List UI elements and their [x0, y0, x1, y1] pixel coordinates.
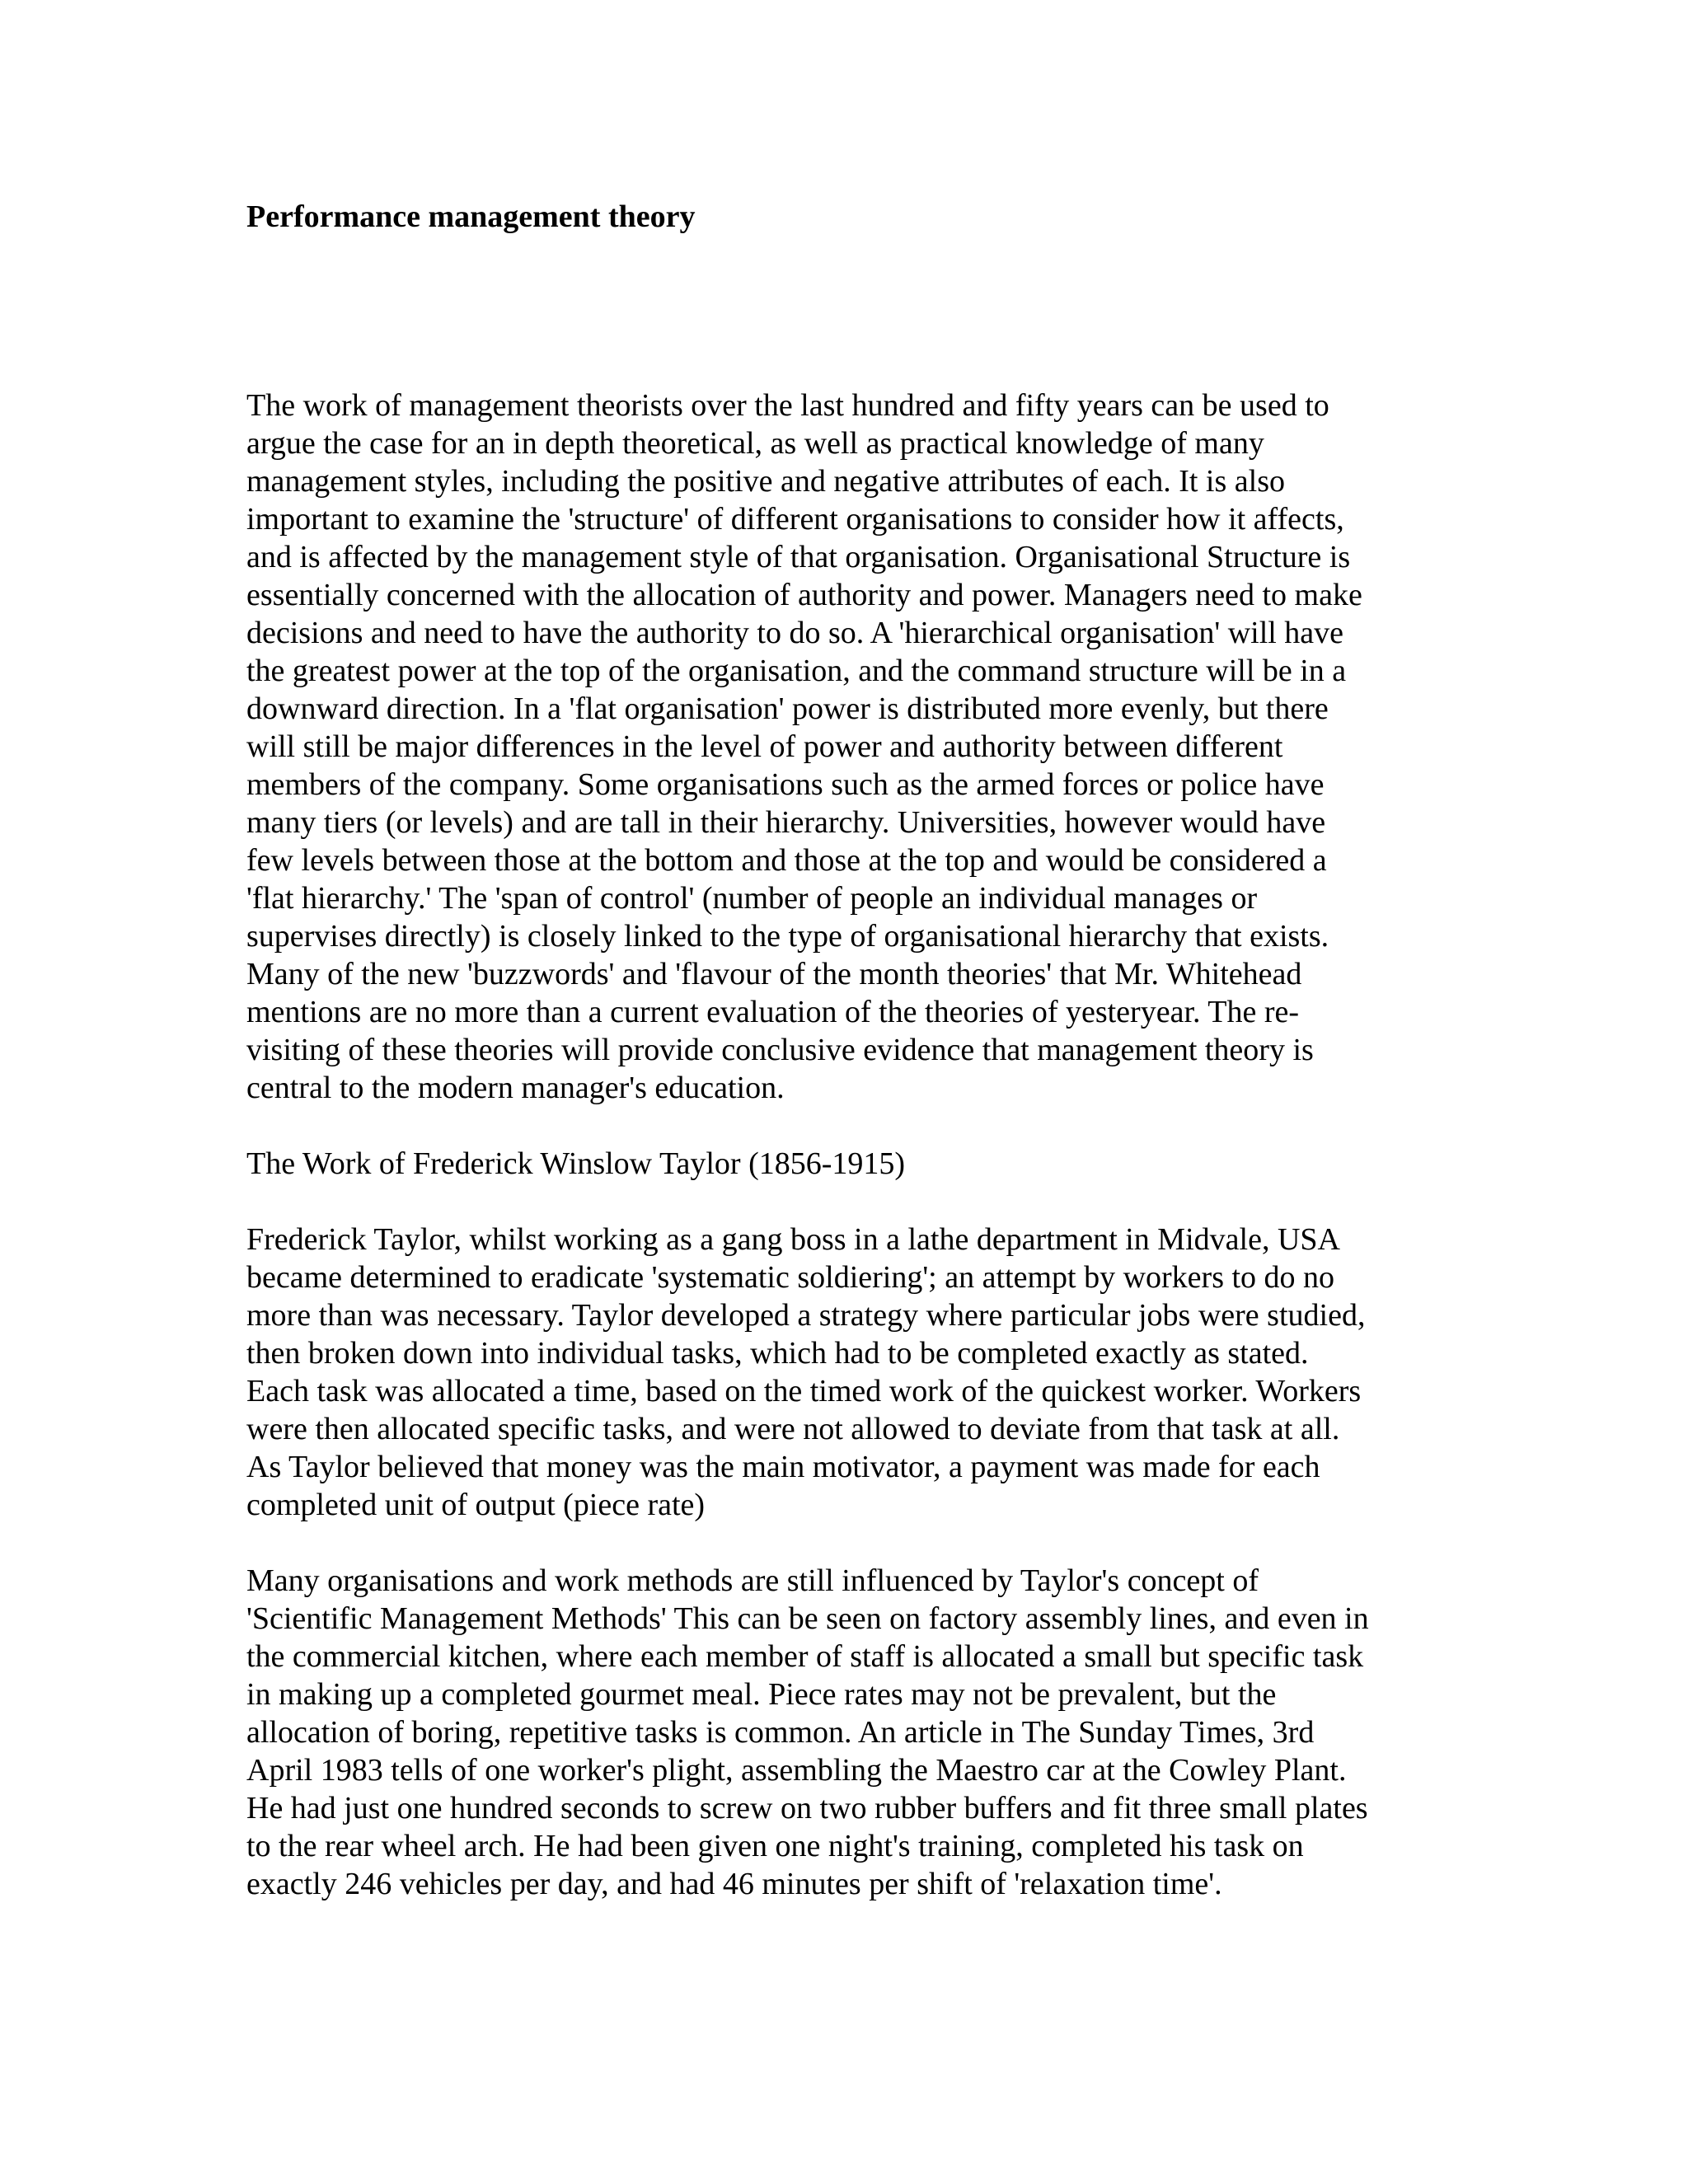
- section-heading-taylor: [246, 1145, 905, 1183]
- text-line: As Taylor believed that money was the main motivator, a payment was made for each: [246, 1450, 1320, 1484]
- text-line: 'Scientific Management Methods' This can be seen on factory assembly lines, and even in: [246, 1601, 1369, 1636]
- text-line: and is affected by the management style of that organisation. Organisational Structure is: [246, 540, 1351, 574]
- text-line: downward direction. In a 'flat organisation' power is distributed more evenly, but there: [246, 691, 1329, 726]
- text-line: few levels between those at the bottom and those at the top and would be considered a: [246, 843, 1327, 878]
- text-line: central to the modern manager's education.: [246, 1071, 785, 1105]
- text-line: will still be major differences in the level of power and authority between different: [246, 729, 1283, 764]
- text-line: Each task was allocated a time, based on the timed work of the quickest worker. Workers: [246, 1374, 1362, 1408]
- paragraph-introduction: [246, 387, 1362, 1107]
- text-line: Many of the new 'buzzwords' and 'flavour of the month theories' that Mr. Whitehead: [246, 957, 1302, 991]
- text-line: many tiers (or levels) and are tall in their hierarchy. Universities, however would have: [246, 805, 1326, 840]
- text-line: the greatest power at the top of the organisation, and the command structure will be in a: [246, 654, 1347, 688]
- text-line: argue the case for an in depth theoretical, as well as practical knowledge of many: [246, 426, 1264, 461]
- text-line: visiting of these theories will provide conclusive evidence that management theory is: [246, 1033, 1314, 1067]
- text-line: to the rear wheel arch. He had been given one night's training, completed his task on: [246, 1829, 1304, 1863]
- text-line: essentially concerned with the allocation of authority and power. Managers need to make: [246, 578, 1362, 612]
- text-line: were then allocated specific tasks, and were not allowed to deviate from that task at all.: [246, 1412, 1340, 1446]
- paragraph-scientific-management: [246, 1562, 1369, 1903]
- text-line: the commercial kitchen, where each member of staff is allocated a small but specific task: [246, 1639, 1364, 1674]
- text-line: completed unit of output (piece rate): [246, 1488, 706, 1522]
- text-line: exactly 246 vehicles per day, and had 46 minutes per shift of 'relaxation time'.: [246, 1867, 1222, 1901]
- text-line: more than was necessary. Taylor developed a strategy where particular jobs were studied,: [246, 1298, 1366, 1333]
- text-line: in making up a completed gourmet meal. Piece rates may not be prevalent, but the: [246, 1677, 1277, 1712]
- text-line: April 1983 tells of one worker's plight, assembling the Maestro car at the Cowley Plant.: [246, 1753, 1347, 1788]
- text-line: allocation of boring, repetitive tasks is common. An article in The Sunday Times, 3rd: [246, 1715, 1315, 1750]
- text-line: Frederick Taylor, whilst working as a gang boss in a lathe department in Midvale, USA: [246, 1222, 1340, 1257]
- text-line: members of the company. Some organisations such as the armed forces or police have: [246, 767, 1325, 802]
- text-line: decisions and need to have the authority to do so. A 'hierarchical organisation' will have: [246, 616, 1344, 650]
- text-line: supervises directly) is closely linked to the type of organisational hierarchy that exists.: [246, 919, 1329, 954]
- text-line: 'flat hierarchy.' The 'span of control' (number of people an individual manages or: [246, 881, 1258, 916]
- text-line: management styles, including the positive and negative attributes of each. It is also: [246, 464, 1285, 499]
- document-title: Performance management theory: [246, 199, 696, 234]
- paragraph-taylor-method: [246, 1221, 1365, 1524]
- text-line: then broken down into individual tasks, which had to be completed exactly as stated.: [246, 1336, 1309, 1371]
- text-line: became determined to eradicate 'systematic soldiering'; an attempt by workers to do no: [246, 1260, 1335, 1295]
- text-line: The Work of Frederick Winslow Taylor (1856-1915): [246, 1146, 906, 1181]
- text-line: He had just one hundred seconds to screw on two rubber buffers and fit three small plates: [246, 1791, 1368, 1825]
- text-line: The work of management theorists over the last hundred and fifty years can be used to: [246, 388, 1329, 423]
- text-line: mentions are no more than a current evaluation of the theories of yesteryear. The re-: [246, 995, 1300, 1029]
- text-line: Many organisations and work methods are still influenced by Taylor's concept of: [246, 1563, 1259, 1598]
- text-line: important to examine the 'structure' of different organisations to consider how it affects,: [246, 502, 1344, 537]
